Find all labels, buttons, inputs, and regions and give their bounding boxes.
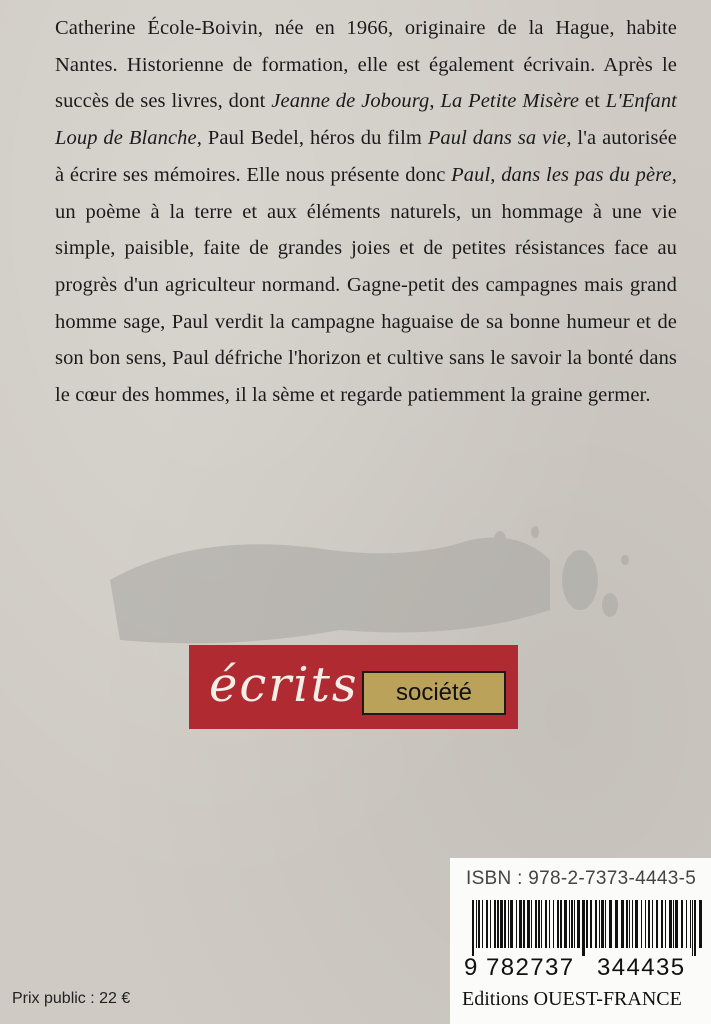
series-logo (189, 645, 518, 729)
isbn-label: ISBN : 978-2-7373-4443-5 (466, 868, 697, 889)
series-logo-box: société (362, 671, 506, 715)
ean-digits (464, 950, 709, 980)
barcode-icon (464, 900, 709, 956)
title-enfant-loup: L'Enfant Loup de Blanche (55, 90, 677, 150)
ean-right-group: 344435 (597, 954, 686, 981)
blurb-text-4: , Paul Bedel, héros du film (196, 127, 428, 150)
blurb-text-1: Catherine École-Boivin, née en 1966, originaire de la Hague, habite Nantes. Historienne de formation, elle est également écrivain. Après le succès de ses livres, dont (55, 17, 677, 113)
barcode-panel (450, 858, 711, 1024)
ean-left-group: 782737 (486, 954, 575, 981)
publisher-name: Editions OUEST-FRANCE (462, 988, 682, 1010)
title-paul-dans-les-pas: Paul, dans les pas du père (451, 163, 672, 186)
blurb-text-2: , (429, 90, 441, 113)
blurb-text-3: et (579, 90, 606, 113)
blurb-text-6: , un poème à la terre et aux éléments naturels, un hommage à une vie simple, paisible, faite de grandes joies et de petites résistances face au progrès d'un agriculteur normand. Gagne-petit des campagnes mais grand homme sage, Paul verdit la campagne haguaise de sa bonne humeur et de son bon sens, Paul défriche l'horizon et cultive sans le savoir la bonté dans le cœur des hommes, il la sème et regarde patiemment la graine germer. (55, 163, 677, 407)
title-paul-dans-sa-vie: Paul dans sa vie (427, 127, 567, 150)
title-jeanne-de-jobourg: Jeanne de Jobourg (271, 90, 430, 113)
ean-first-digit: 9 (464, 954, 478, 981)
price-label: Prix public : 22 € (12, 990, 131, 1007)
series-logo-script: écrits (209, 657, 359, 713)
title-la-petite-misere: La Petite Misère (440, 90, 580, 113)
back-cover-blurb (55, 10, 677, 414)
blurb-text-5: , l'a autorisée à écrire ses mémoires. Elle nous présente donc (55, 127, 677, 186)
